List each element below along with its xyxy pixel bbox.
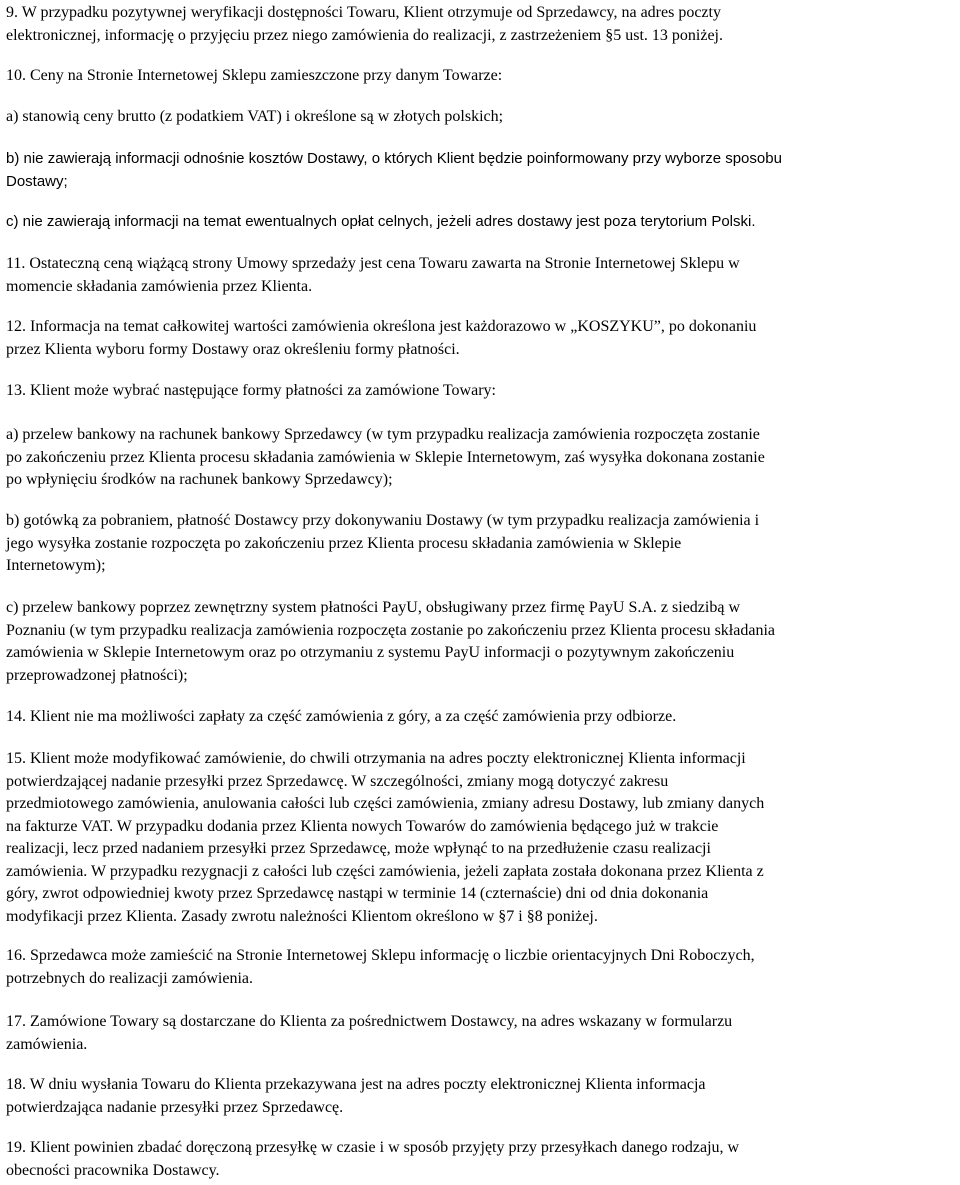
paragraph-9 <box>6 2 956 47</box>
text-line: 14. Klient nie ma możliwości zapłaty za część zamówienia z góry, a za część zamówienia przy odbiorze. <box>6 708 677 725</box>
text-line: zamówienia. <box>6 1035 88 1053</box>
text-line: 12. Informacja na temat całkowitej wartości zamówienia określona jest każdorazowo w „KOSZYKU”, po dokonaniu <box>6 318 757 335</box>
paragraph-10b <box>6 148 956 193</box>
text-line: po wpłynięciu środków na rachunek bankowy Sprzedawcy); <box>6 471 393 488</box>
text-line: 17. Zamówione Towary są dostarczane do Klienta za pośrednictwem Dostawcy, na adres wskazany w formularzu <box>6 1013 733 1030</box>
paragraph-13a <box>6 424 956 492</box>
text-line: na fakturze VAT. W przypadku dodania przez Klienta nowych Towarów do zamówienia będącego już w trakcie <box>6 817 719 835</box>
text-line: realizacji, lecz przed nadaniem przesyłki przez Sprzedawcę, może wpłynąć to na przedłużenie czasu realizacji <box>6 840 711 857</box>
text-line: c) przelew bankowy poprzez zewnętrzny system płatności PayU, obsługiwany przez firmę PayU S.A. z siedzibą w <box>6 599 740 616</box>
text-line: 9. W przypadku pozytywnej weryfikacji dostępności Towaru, Klient otrzymuje od Sprzedawcy, na adres poczty <box>6 4 721 21</box>
text-line: po zakończeniu przez Klienta procesu składania zamówienia w Sklepie Internetowym, zaś wysyłka dokonana zostanie <box>6 448 765 466</box>
paragraph-13 <box>6 380 956 403</box>
paragraph-10a <box>6 106 956 129</box>
text-line: c) nie zawierają informacji na temat ewentualnych opłat celnych, jeżeli adres dostawy jest poza terytorium Polski. <box>6 213 756 230</box>
text-line: Dostawy; <box>6 172 68 190</box>
text-line: b) nie zawierają informacji odnośnie kosztów Dostawy, o których Klient będzie poinformowany przy wyborze sposobu <box>6 150 782 167</box>
text-line: przeprowadzonej płatności); <box>6 666 188 684</box>
paragraph-19 <box>6 1137 956 1182</box>
paragraph-13c <box>6 597 956 687</box>
paragraph-10c <box>6 211 956 234</box>
paragraph-10 <box>6 65 956 88</box>
paragraph-17 <box>6 1011 956 1056</box>
paragraph-13b <box>6 510 956 578</box>
text-line: 19. Klient powinien zbadać doręczoną przesyłkę w czasie i w sposób przyjęty przy przesyłkach danego rodzaju, w <box>6 1139 740 1156</box>
text-line: przez Klienta wyboru formy Dostawy oraz określeniu formy płatności. <box>6 340 460 358</box>
paragraph-16 <box>6 945 956 990</box>
text-line: modyfikacji przez Klienta. Zasady zwrotu należności Klientom określono w §7 i §8 poniżej. <box>6 907 598 925</box>
text-line: obecności pracownika Dostawcy. <box>6 1161 220 1179</box>
text-line: a) stanowią ceny brutto (z podatkiem VAT) i określone są w złotych polskich; <box>6 108 504 125</box>
text-line: a) przelew bankowy na rachunek bankowy Sprzedawcy (w tym przypadku realizacja zamówienia rozpoczęta zostanie <box>6 426 760 443</box>
paragraph-11 <box>6 253 956 298</box>
text-line: potwierdzająca nadanie przesyłki przez Sprzedawcę. <box>6 1098 344 1116</box>
text-line: zamówienia. W przypadku rezygnacji z całości lub części zamówienia, jeżeli zapłata została dokonana przez Klienta z <box>6 862 764 880</box>
text-line: Internetowym); <box>6 557 106 574</box>
text-line: 15. Klient może modyfikować zamówienie, do chwili otrzymania na adres poczty elektronicznej Klienta informacji <box>6 750 746 767</box>
paragraph-15 <box>6 748 956 928</box>
text-line: b) gotówką za pobraniem, płatność Dostawcy przy dokonywaniu Dostawy (w tym przypadku realizacja zamówienia i <box>6 512 760 529</box>
text-line: 11. Ostateczną ceną wiążącą strony Umowy sprzedaży jest cena Towaru zawarta na Stronie Internetowej Sklepu w <box>6 255 740 272</box>
text-line: potwierdzającej nadanie przesyłki przez Sprzedawcę. W szczególności, zmiany mogą dotyczyć zakresu <box>6 772 669 790</box>
text-line: potrzebnych do realizacji zamówienia. <box>6 969 253 987</box>
text-line: 10. Ceny na Stronie Internetowej Sklepu zamieszczone przy danym Towarze: <box>6 67 503 84</box>
text-line: momencie składania zamówienia przez Klienta. <box>6 277 313 295</box>
text-line: 13. Klient może wybrać następujące formy płatności za zamówione Towary: <box>6 382 496 399</box>
text-line: jego wysyłka zostanie rozpoczęta po zakończeniu przez Klienta procesu składania zamówienia w Sklepie <box>6 534 682 552</box>
text-line: zamówienia w Sklepie Internetowym oraz po otrzymaniu z systemu PayU informacji o pozytywnym zakończeniu <box>6 644 735 661</box>
text-line: przedmiotowego zamówienia, anulowania całości lub części zamówienia, zmiany adresu Dostawy, lub zmiany danych <box>6 795 765 812</box>
text-line: elektronicznej, informację o przyjęciu przez niego zamówienia do realizacji, z zastrzeżeniem §5 ust. 13 poniżej. <box>6 26 723 44</box>
text-line: góry, zwrot odpowiedniej kwoty przez Sprzedawcę nastąpi w terminie 14 (czternaście) dni od dnia dokonania <box>6 885 709 902</box>
text-line: Poznaniu (w tym przypadku realizacja zamówienia rozpoczęta zostanie po zakończeniu przez Klienta procesu składania <box>6 621 775 639</box>
paragraph-12 <box>6 316 956 361</box>
paragraph-14 <box>6 706 956 729</box>
paragraph-18 <box>6 1074 956 1119</box>
text-line: 18. W dniu wysłania Towaru do Klienta przekazywana jest na adres poczty elektronicznej Klienta informacja <box>6 1076 706 1093</box>
text-line: 16. Sprzedawca może zamieścić na Stronie Internetowej Sklepu informację o liczbie orientacyjnych Dni Roboczych, <box>6 947 755 964</box>
